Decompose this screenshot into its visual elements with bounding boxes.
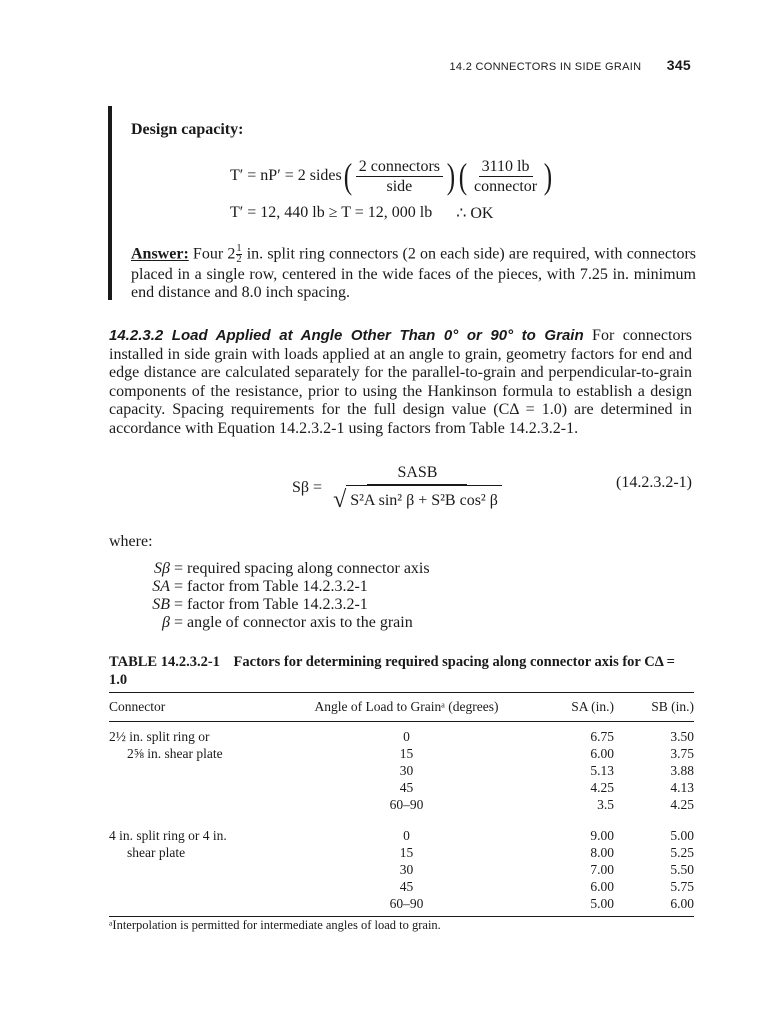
table-number: TABLE 14.2.3.2-1 bbox=[109, 654, 220, 670]
table-footnote: ᵃInterpolation is permitted for intermediate angles of load to grain. bbox=[109, 918, 441, 932]
section-body: For connectors installed in side grain with loads applied at an angle to grain, geometry factors for end and edge distance are calculated separately for the parallel-to-grain and perpendicular-to-grain components of the resistance, prior to using the Hankinson formula to establish a design capacity. Spacing requirements for the full design value (CΔ = 1.0) are determined in accordance with Equation 14.2.3.2-1 using factors from Table 14.2.3.2-1. bbox=[109, 327, 692, 437]
equation-denominator: S²A sin² β + S²B cos² β bbox=[346, 485, 502, 514]
equation-number: (14.2.3.2-1) bbox=[616, 474, 692, 491]
conclusion: ∴ OK bbox=[456, 205, 494, 222]
table-row: 60–90 5.00 6.00 bbox=[109, 895, 694, 917]
table-row: 30 5.13 3.88 bbox=[399, 763, 694, 778]
table-header-row bbox=[109, 693, 694, 722]
example-box bbox=[108, 106, 696, 300]
sqrt-icon: √ bbox=[333, 486, 347, 513]
table-row: 30 7.00 5.50 bbox=[399, 862, 694, 877]
header-connector: Connector bbox=[109, 693, 279, 722]
header-angle: Angle of Load to Grainᵃ (degrees) bbox=[279, 693, 534, 722]
table-row: 2⅝ in. shear plate 15 6.00 3.75 bbox=[127, 746, 694, 761]
where-label: where: bbox=[109, 533, 153, 550]
equation-lhs: Sβ = bbox=[292, 479, 323, 496]
page-number: 345 bbox=[666, 57, 691, 73]
definitions-list bbox=[130, 560, 430, 632]
equation-numerator: SASB bbox=[367, 462, 467, 485]
table-row: 60–90 3.5 4.25 bbox=[389, 797, 694, 812]
table-row: shear plate 15 8.00 5.25 bbox=[127, 845, 694, 860]
eq1-fraction-1: $\frac{\text{2 connectors}}{\text{side}}$ bbox=[356, 157, 443, 196]
definition-item: Sβ = required spacing along connector axis bbox=[154, 560, 430, 577]
table-caption bbox=[109, 653, 694, 689]
running-head bbox=[450, 57, 692, 73]
section-paragraph bbox=[109, 327, 692, 438]
table-row: 2½ in. split ring or 0 6.75 3.50 bbox=[109, 729, 694, 744]
answer-paragraph: Answer: Four 2 $\frac{1}{2}$ in. split ring connectors (2 on each side) are required, with connectors placed in a single row, centered in the wide faces of the pieces, with 7.25 in. minimum end distance and 8.0 inch spacing. bbox=[131, 243, 697, 302]
definition-item: SB = factor from Table 14.2.3.2-1 bbox=[152, 596, 368, 613]
answer-label: Answer: bbox=[131, 245, 189, 263]
spacing-factors-table bbox=[109, 692, 694, 917]
eq1-fraction-2: $\frac{3110 lb}{\text{connector}}$ bbox=[474, 157, 538, 195]
definition-item: β = angle of connector axis to the grain bbox=[162, 614, 413, 631]
header-sa: SA (in.) bbox=[534, 693, 614, 722]
definition-item: SA = factor from Table 14.2.3.2-1 bbox=[152, 578, 368, 595]
section-heading: 14.2.3.2 Load Applied at Angle Other Than 0° or 90° to Grain bbox=[109, 327, 584, 344]
design-equation-1: T′ = nP′ = 2 sides ( $\frac{\text{2 connectors}}{\text{side}}$ ) ( $\frac{3110 lb}{\text{connector}}$ ) bbox=[230, 156, 553, 196]
table-row: 45 4.25 4.13 bbox=[399, 780, 694, 795]
spacing-equation bbox=[292, 462, 507, 514]
table-title: Factors for determining required spacing along connector axis for CΔ = 1.0 bbox=[109, 654, 675, 688]
table-row: 45 6.00 5.75 bbox=[399, 879, 694, 894]
design-capacity-heading: Design capacity: bbox=[131, 121, 244, 138]
design-equation-2: T′ = 12, 440 lb ≥ T = 12, 000 lb ∴ OK bbox=[230, 204, 494, 222]
table-row: 4 in. split ring or 4 in. 0 9.00 5.00 bbox=[109, 828, 694, 843]
eq1-lhs: T′ = nP′ = 2 sides bbox=[230, 167, 342, 184]
header-sb: SB (in.) bbox=[614, 693, 694, 722]
section-title: 14.2 CONNECTORS IN SIDE GRAIN bbox=[449, 61, 642, 73]
